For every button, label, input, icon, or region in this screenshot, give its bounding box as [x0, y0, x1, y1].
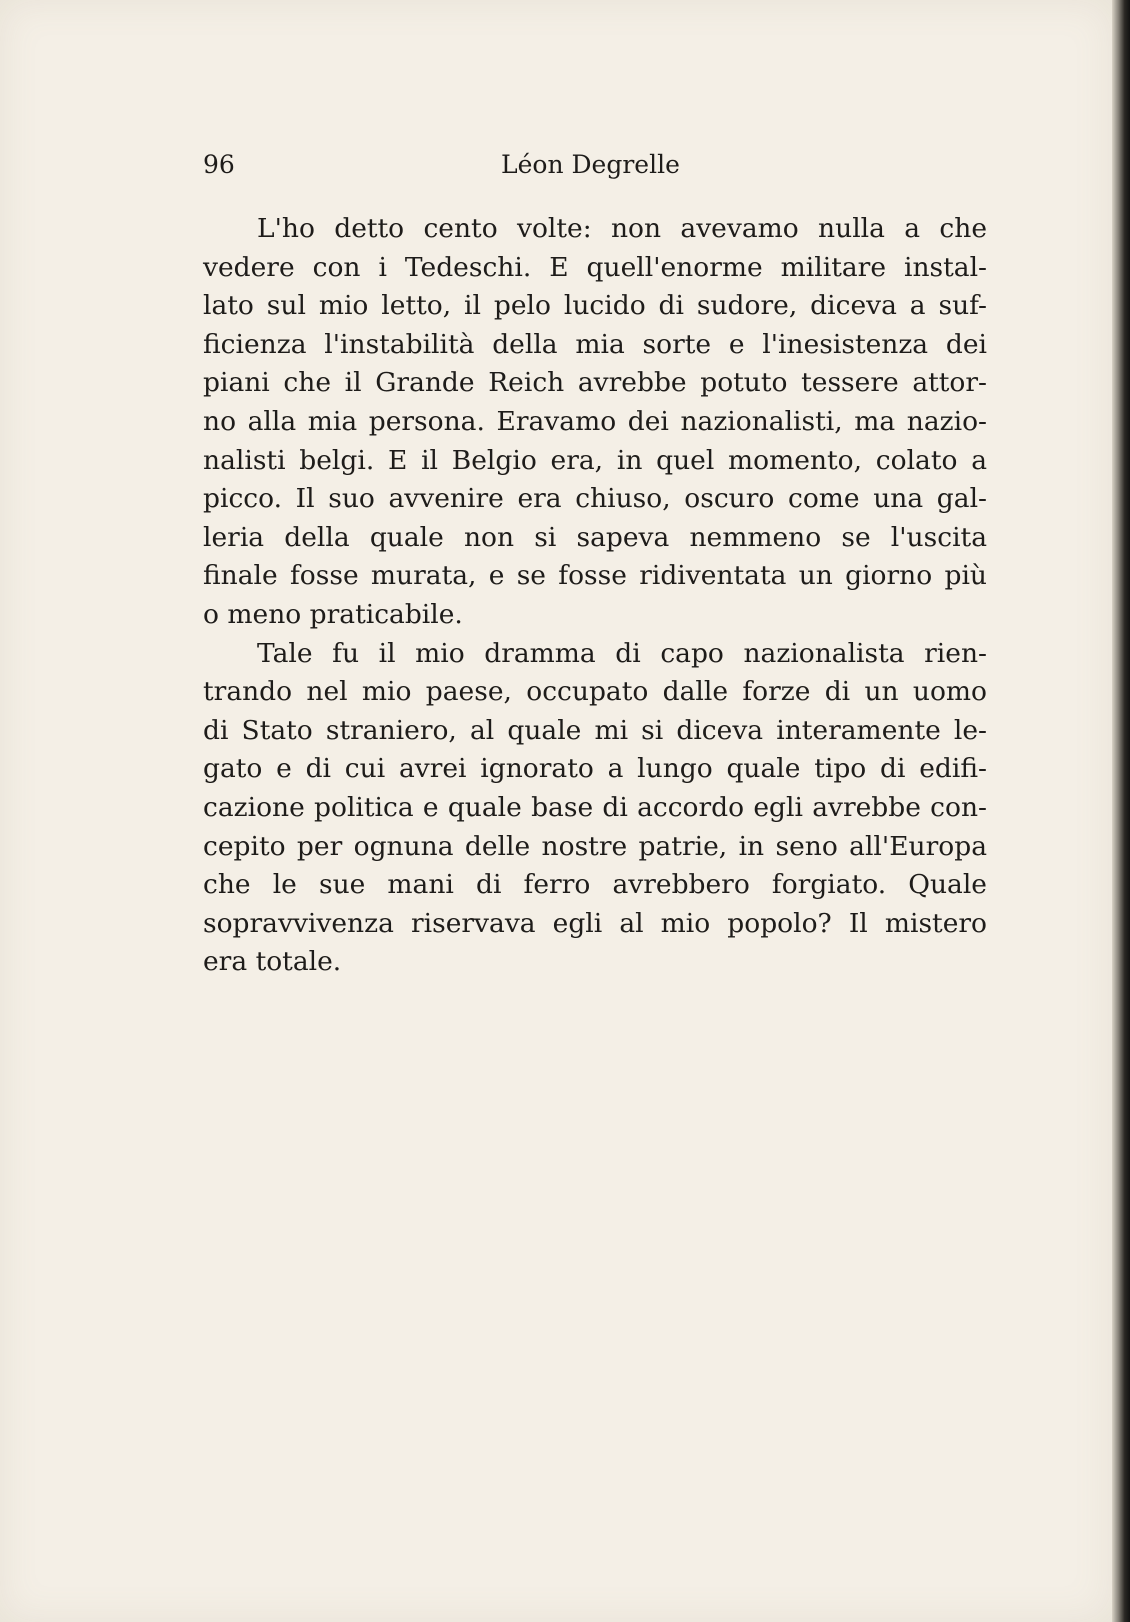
text-line: leria della quale non si sapeva nemmeno se l'uscita	[203, 521, 987, 553]
paragraph	[203, 635, 987, 982]
page-number: 96	[203, 150, 235, 179]
text-line: ficienza l'instabilità della mia sorte e l'inesistenza dei	[203, 328, 987, 360]
text-line: finale fosse murata, e se fosse ridiventata un giorno più	[203, 560, 987, 592]
text-line: trando nel mio paese, occupato dalle forze di un uomo	[203, 676, 987, 708]
body-text	[203, 210, 987, 982]
text-line: nalisti belgi. E il Belgio era, in quel momento, colato a	[203, 444, 987, 476]
text-line: no alla mia persona. Eravamo dei nazionalisti, ma nazio-	[203, 405, 987, 437]
paragraph	[203, 210, 987, 635]
text-line: Tale fu il mio dramma di capo nazionalista rien-	[257, 637, 987, 669]
text-line: piani che il Grande Reich avrebbe potuto tessere attor-	[203, 367, 987, 399]
text-line: gato e di cui avrei ignorato a lungo quale tipo di edifi-	[203, 753, 987, 785]
text-line: o meno praticabile.	[203, 598, 463, 630]
text-line: di Stato straniero, al quale mi si diceva interamente le-	[203, 714, 987, 746]
text-line: vedere con i Tedeschi. E quell'enorme militare instal-	[203, 251, 987, 283]
text-line: lato sul mio letto, il pelo lucido di sudore, diceva a suf-	[203, 290, 987, 322]
text-line: sopravvivenza riservava egli al mio popolo? Il mistero	[203, 907, 987, 939]
running-head	[203, 150, 993, 190]
text-line: cepito per ognuna delle nostre patrie, in seno all'Europa	[203, 830, 987, 862]
text-line: era totale.	[203, 946, 342, 978]
running-title: Léon Degrelle	[501, 150, 680, 179]
book-spine-edge	[1112, 0, 1130, 1622]
text-line: che le sue mani di ferro avrebbero forgiato. Quale	[203, 869, 987, 901]
text-line: L'ho detto cento volte: non avevamo nulla a che	[257, 213, 987, 244]
text-line: cazione politica e quale base di accordo egli avrebbe con-	[203, 791, 987, 823]
text-line: picco. Il suo avvenire era chiuso, oscuro come una gal-	[203, 483, 987, 515]
